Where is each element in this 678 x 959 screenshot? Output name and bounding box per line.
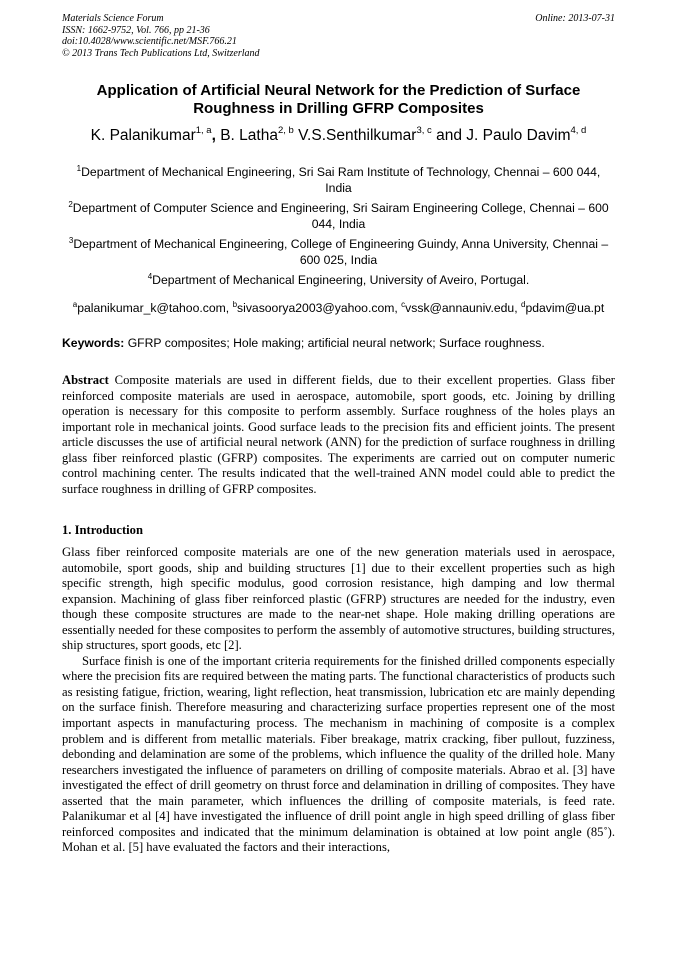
paper-title: Application of Artificial Neural Network for the Prediction of Surface Roughness in Drilling GFRP Composites — [96, 82, 581, 117]
affiliation-number: 3 — [68, 236, 74, 245]
email-marker: d — [520, 300, 526, 309]
author-name: B. Latha — [220, 127, 278, 144]
author-affil-marker: 4, d — [570, 125, 587, 136]
email-address: vssk@annauniv.edu — [405, 301, 515, 315]
affiliation — [62, 201, 615, 232]
email-address: palanikumar_k@tahoo.com — [77, 301, 226, 315]
email-address: pdavim@ua.pt — [525, 301, 605, 315]
email-address: sivasoorya2003@yahoo.com — [237, 301, 395, 315]
introduction-body — [62, 545, 615, 856]
author-affil-marker: 1, a — [195, 125, 212, 136]
author-list — [62, 126, 615, 146]
email-marker: c — [401, 300, 406, 309]
journal-doi: doi:10.4028/www.scientific.net/MSF.766.21 — [62, 36, 237, 47]
keywords-label: Keywords: — [62, 336, 125, 350]
affiliation — [62, 237, 615, 268]
body-paragraph: Surface finish is one of the important criteria requirements for the finished drilled components especially where the precision fits are required between the mating parts. The functional characteristics of products such as resisting fatigue, friction, wearing, light reflection, heat transmission, lubrication etc are mainly depending on the surface finish. Therefore measuring and characterizing surface properties represent one of the most important aspects in manufacturing process. The mechanism in machining of composite is a complex problem and is different from metallic materials. Fiber breakage, matrix cracking, fiber pullout, fuzziness, debonding and delamination are some of the problems, which influence the quality of the drilled hole. Many researchers investigated the influence of parameters on drilling of composite materials. Abrao et al. [3] have investigated the effect of drill geometry on thrust force and delamination in drilling of composites. They have asserted that the main parameter, which influences the drilling of composite materials, is feed rate. Palanikumar et al [4] have investigated the influence of drill point angle in high speed drilling of glass fiber reinforced composites and indicated that the minimum delamination is obtained at low point angle (85˚). Mohan et al. [5] have evaluated the factors and their interactions, — [62, 653, 615, 855]
body-paragraph: Glass fiber reinforced composite materials are one of the new generation materials used in aerospace, automobile, sport goods, ship and building structures [1] due to their excellent properties such as high specific strength, high specific modulus, good corrosion resistance, high damping and low thermal expansion. Machining of glass fiber reinforced plastic (GFRP) structures are needed for the industry, even though these composite structures are made to the near-net shape. Hole making drilling operations are essentially needed for these composites to perform the assembly of automotive structures, building structures, ship structures, sport goods, etc [2]. — [62, 545, 615, 653]
author-name: K. Palanikumar — [90, 127, 196, 144]
email-marker: a — [72, 300, 78, 309]
author-name: J. Paulo Davim — [466, 127, 571, 144]
author-affil-marker: 3, c — [416, 125, 432, 136]
author-affil-marker: 2, b — [277, 125, 294, 136]
abstract-label: Abstract — [62, 373, 109, 387]
affiliation-text: Department of Computer Science and Engineering, Sri Sairam Engineering College, Chennai – 600 044, India — [72, 201, 609, 231]
abstract-text: Composite materials are used in different fields, due to their excellent properties. Glass fiber reinforced composite materials are used in aerospace, automobile, sport goods, etc. Joining by drilling operation is necessary for this composite to perform assembly. Surface roughness of the holes plays an important role in mechanical joints. Good surface leads to the precision fits and efficient joints. The present article discusses the use of artificial neural network (ANN) for the prediction of surface roughness in drilling glass fiber reinforced plastic (GFRP) composites. The experiments are carried out on computer numeric control machining center. The results indicated that the well-trained ANN model could able to predict the surface roughness in drilling of GFRP composites. — [62, 373, 615, 496]
affiliation-list — [62, 165, 615, 294]
affiliation-number: 1 — [76, 164, 82, 173]
journal-header — [62, 13, 615, 59]
author-separator: and — [431, 127, 467, 144]
email-marker: b — [232, 300, 238, 309]
affiliation — [62, 273, 615, 289]
affiliation-number: 2 — [68, 200, 73, 209]
email-list — [62, 301, 615, 316]
online-date: Online: 2013-07-31 — [535, 13, 615, 24]
section-heading: 1. Introduction — [62, 523, 143, 537]
journal-issn: ISSN: 1662-9752, Vol. 766, pp 21-36 — [62, 24, 210, 36]
keywords — [62, 336, 615, 351]
affiliation-number: 4 — [147, 272, 153, 281]
journal-copyright: © 2013 Trans Tech Publications Ltd, Switzerland — [62, 47, 260, 59]
keywords-text: GFRP composites; Hole making; artificial neural network; Surface roughness. — [124, 336, 545, 350]
email-separator: , — [514, 301, 521, 315]
affiliation-text: Department of Mechanical Engineering, College of Engineering Guindy, Anna University, Chennai – 600 025, India — [73, 237, 609, 267]
abstract — [62, 373, 615, 497]
affiliation — [62, 165, 615, 196]
email-separator: , — [225, 301, 233, 315]
author-separator: , — [211, 127, 221, 144]
journal-name: Materials Science Forum — [62, 13, 164, 24]
affiliation-text: Department of Mechanical Engineering, Sri Sai Ram Institute of Technology, Chennai – 600 044, India — [81, 165, 601, 195]
email-separator: , — [394, 301, 402, 315]
affiliation-text: Department of Mechanical Engineering, University of Aveiro, Portugal. — [152, 273, 530, 287]
author-name: V.S.Senthilkumar — [298, 127, 417, 144]
